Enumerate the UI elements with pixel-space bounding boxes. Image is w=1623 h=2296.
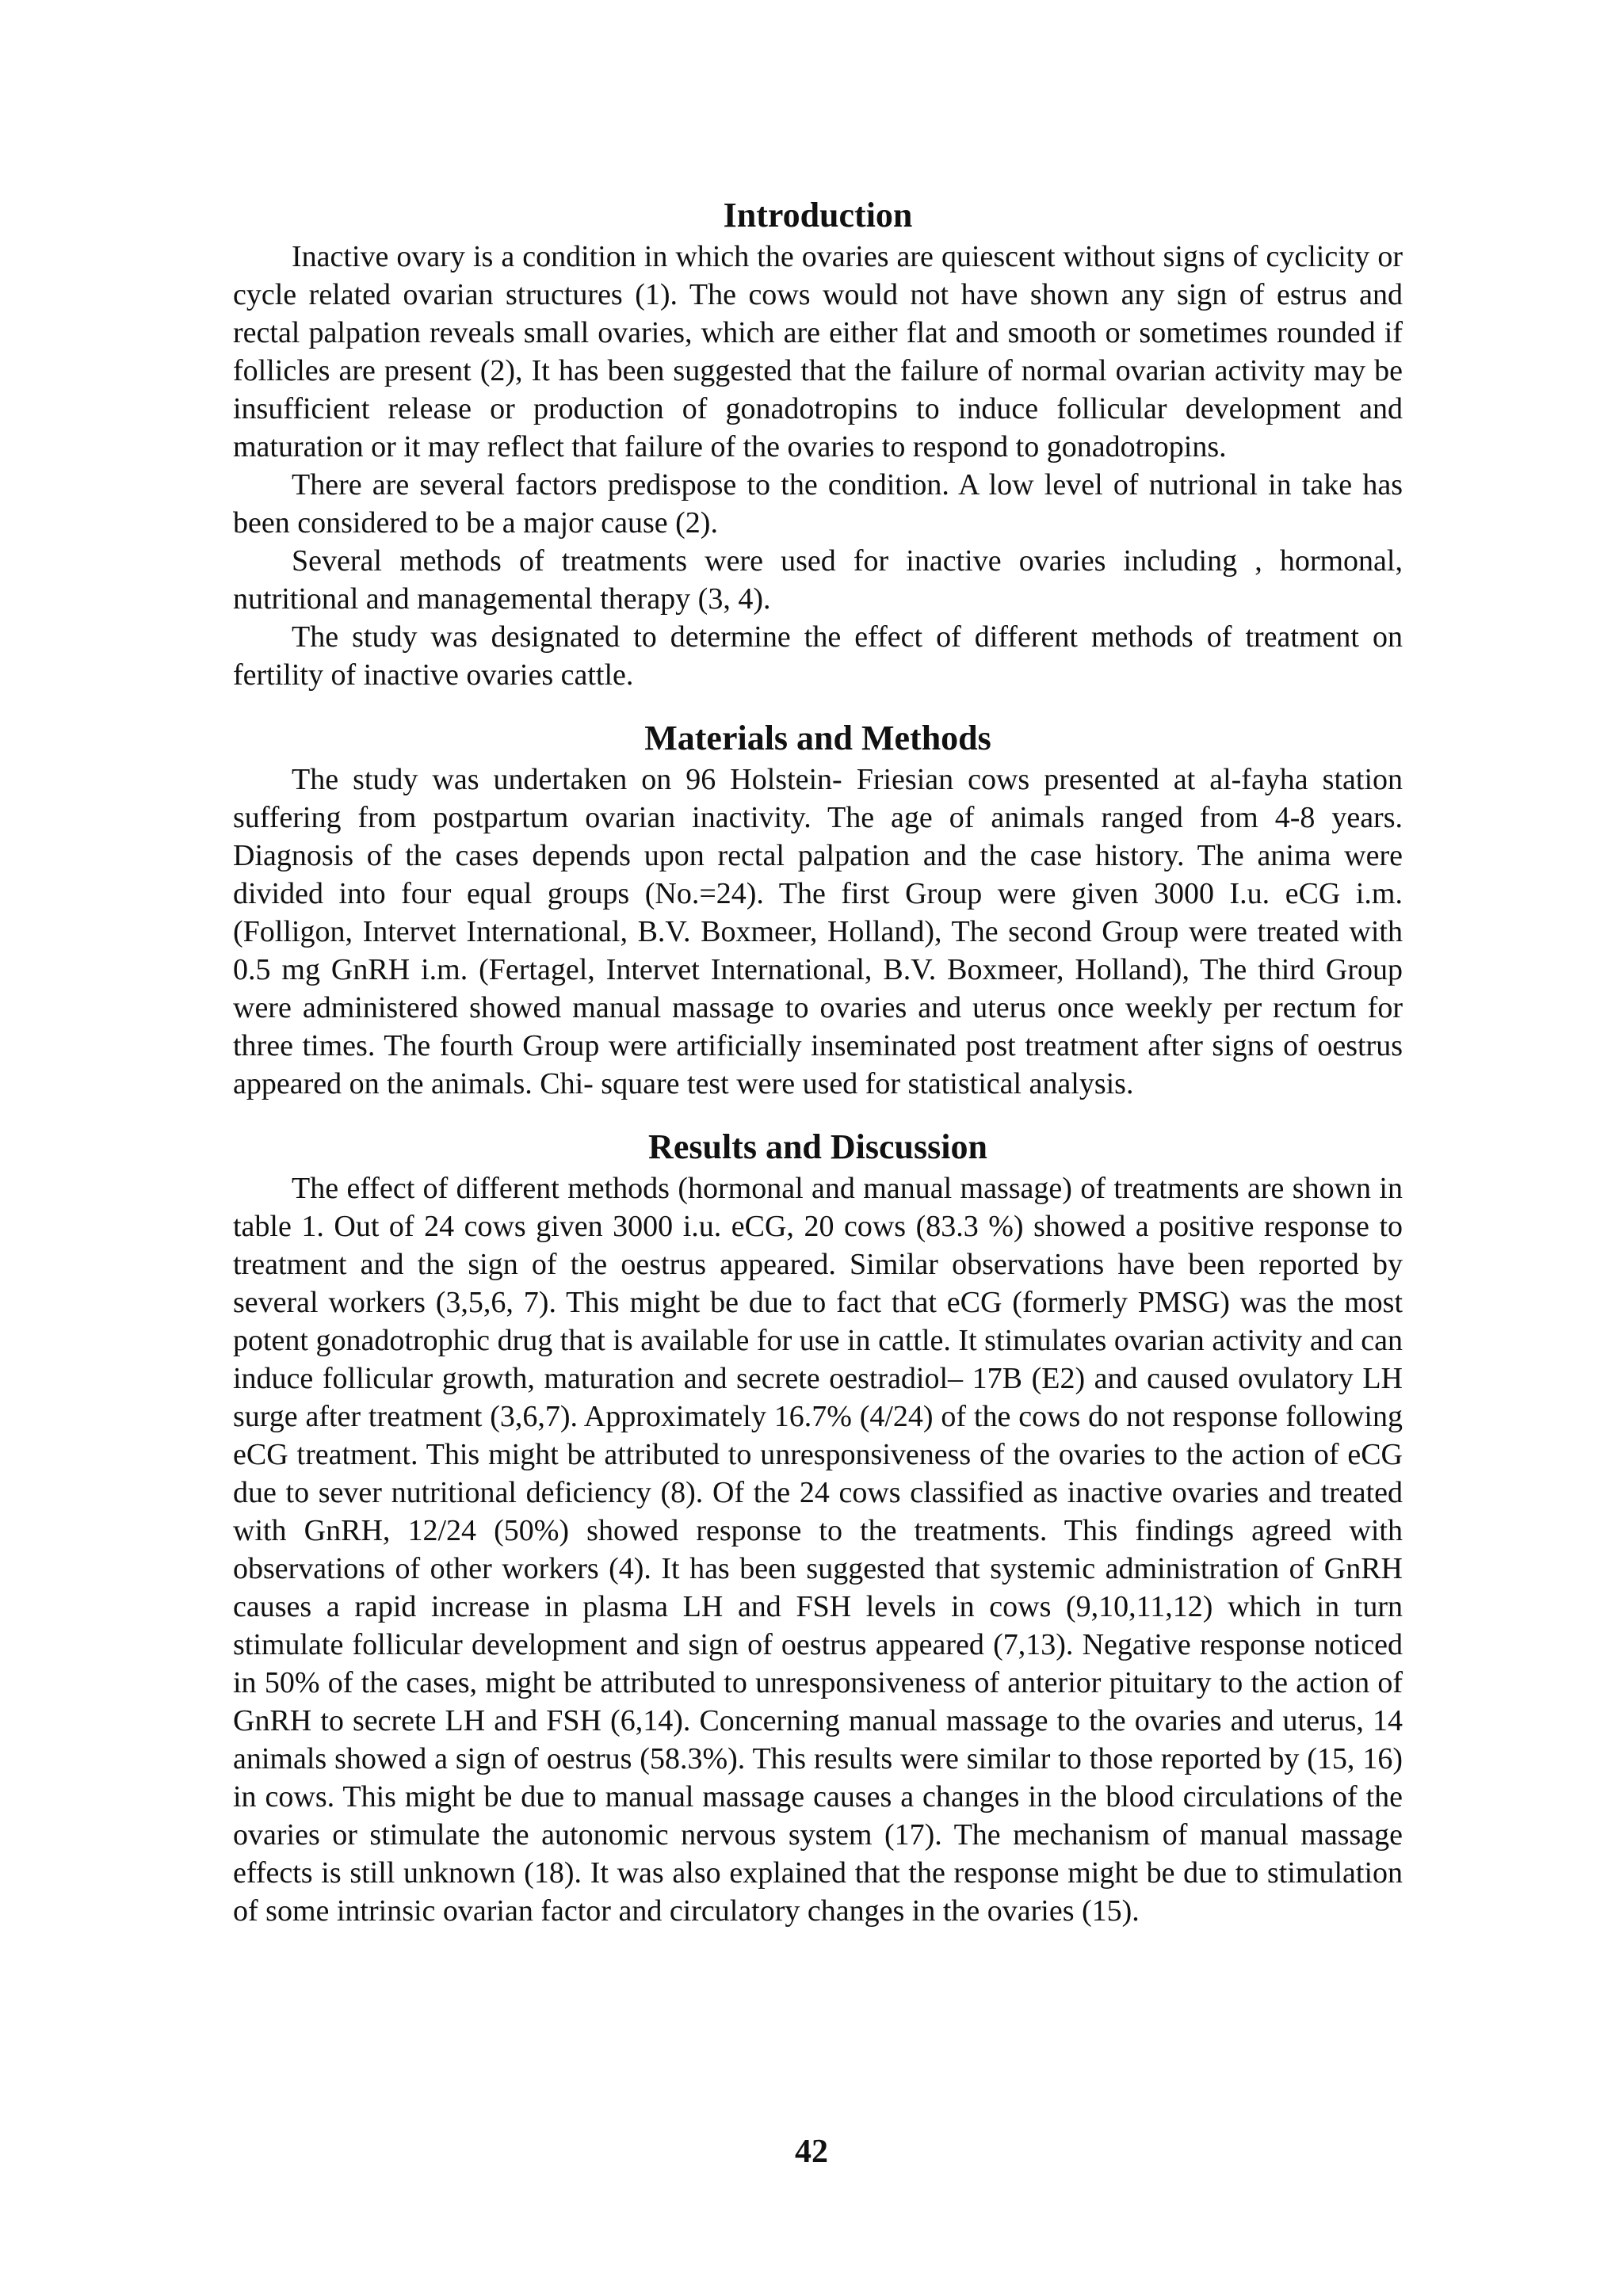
section-spacer [233, 1103, 1403, 1125]
results-heading: Results and Discussion [648, 1127, 987, 1166]
page-body [233, 193, 1403, 1930]
results-paragraph-1: The effect of different methods (hormonal and manual massage) of treatments are shown in table 1. Out of 24 cows given 3000 i.u. eCG, 20 cows (83.3 %) showed a positive response to treatment and the sign of the oestrus appeared. Similar observations have been reported by several workers (3,5,6, 7). This might be due to fact that eCG (formerly PMSG) was the most potent gonadotrophic drug that is available for use in cattle. It stimulates ovarian activity and can induce follicular growth, maturation and secrete oestradiol– 17B (E2) and caused ovulatory LH surge after treatment (3,6,7). Approximately 16.7% (4/24) of the cows do not response following eCG treatment. This might be attributed to unresponsiveness of the ovaries to the action of eCG due to sever nutritional deficiency (8). Of the 24 cows classified as inactive ovaries and treated with GnRH, 12/24 (50%) showed response to the treatments. This findings agreed with observations of other workers (4). It has been suggested that systemic administration of GnRH causes a rapid increase in plasma LH and FSH levels in cows (9,10,11,12) which in turn stimulate follicular development and sign of oestrus appeared (7,13). Negative response noticed in 50% of the cases, might be attributed to unresponsiveness of anterior pituitary to the action of GnRH to secrete LH and FSH (6,14). Concerning manual massage to the ovaries and uterus, 14 animals showed a sign of oestrus (58.3%). This results were similar to those reported by (15, 16) in cows. This might be due to manual massage causes a changes in the blood circulations of the ovaries or stimulate the autonomic nervous system (17). The mechanism of manual massage effects is still unknown (18). It was also explained that the response might be due to stimulation of some intrinsic ovarian factor and circulatory changes in the ovaries (15). [233, 1172, 1403, 1928]
introduction-heading: Introduction [723, 196, 913, 235]
page-number: 42 [795, 2134, 828, 2170]
introduction-paragraph-2: There are several factors predispose to the condition. A low level of nutrional in take has been considered to be a major cause (2). [233, 468, 1403, 540]
introduction-paragraph-3: Several methods of treatments were used for inactive ovaries including , hormonal, nutritional and managemental therapy (3, 4). [233, 544, 1403, 616]
section-spacer [233, 694, 1403, 716]
methods-heading: Materials and Methods [644, 719, 991, 757]
introduction-paragraph-4: The study was designated to determine the effect of different methods of treatment on fertility of inactive ovaries cattle. [233, 620, 1403, 692]
introduction-paragraph-1: Inactive ovary is a condition in which the ovaries are quiescent without signs of cyclicity or cycle related ovarian structures (1). The cows would not have shown any sign of estrus and rectal palpation reveals small ovaries, which are either flat and smooth or sometimes rounded if follicles are present (2), It has been suggested that the failure of normal ovarian activity may be insufficient release or production of gonadotropins to induce follicular development and maturation or it may reflect that failure of the ovaries to respond to gonadotropins. [233, 240, 1403, 463]
methods-paragraph-1: The study was undertaken on 96 Holstein- Friesian cows presented at al-fayha station suffering from postpartum ovarian inactivity. The age of animals ranged from 4-8 years. Diagnosis of the cases depends upon rectal palpation and the case history. The anima were divided into four equal groups (No.=24). The first Group were given 3000 I.u. eCG i.m. (Folligon, Intervet International, B.V. Boxmeer, Holland), The second Group were treated with 0.5 mg GnRH i.m. (Fertagel, Intervet International, B.V. Boxmeer, Holland), The third Group were administered showed manual massage to ovaries and uterus once weekly per rectum for three times. The fourth Group were artificially inseminated post treatment after signs of oestrus appeared on the animals. Chi- square test were used for statistical analysis. [233, 763, 1403, 1100]
